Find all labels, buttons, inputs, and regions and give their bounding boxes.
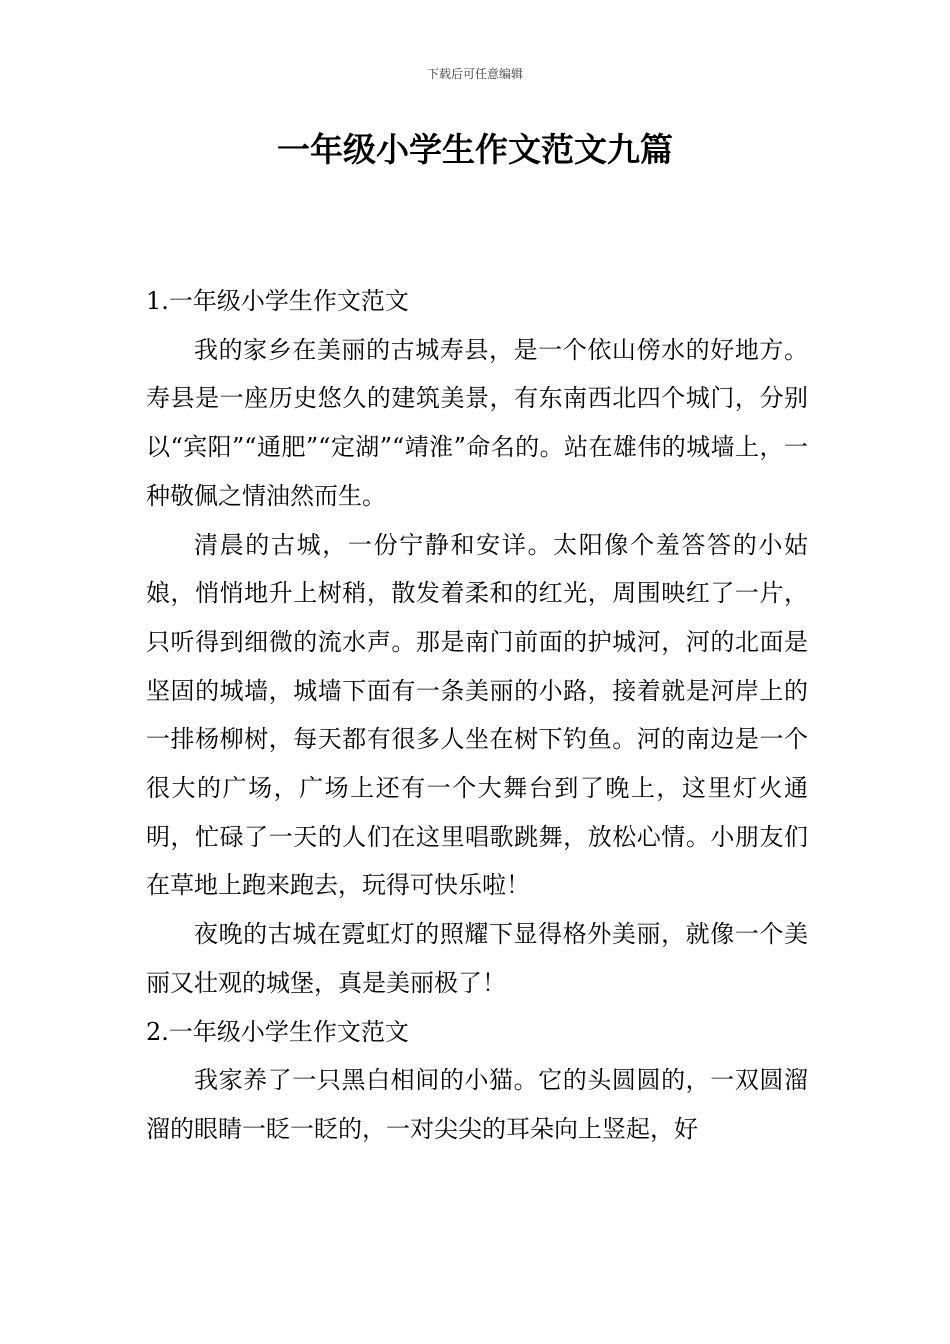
- paragraph: 我家养了一只黑白相间的小猫。它的头圆圆的，一双圆溜溜的眼睛一眨一眨的，一对尖尖的耳朵向上竖起，好: [146, 1066, 808, 1143]
- document-body: [146, 277, 808, 1154]
- paragraph: 我的家乡在美丽的古城寿县，是一个依山傍水的好地方。寿县是一座历史悠久的建筑美景，有东南西北四个城门，分别以“宾阳”“通肥”“定湖”“靖淮”命名的。站在雄伟的城墙上，一种敬佩之情油然而生。: [146, 335, 808, 510]
- section-heading-1: 1.一年级小学生作文范文: [146, 287, 409, 315]
- section-heading-2: 2.一年级小学生作文范文: [146, 1017, 409, 1046]
- page-title: 一年级小学生作文范文九篇: [277, 130, 673, 169]
- paragraph: 清晨的古城，一份宁静和安详。太阳像个羞答答的小姑娘，悄悄地升上树稍，散发着柔和的红光，周围映红了一片，只听得到细微的流水声。那是南门前面的护城河，河的北面是坚固的城墙，城墙下面有一条美丽的小路，接着就是河岸上的一排杨柳树，每天都有很多人坐在树下钓鱼。河的南边是一个很大的广场，广场上还有一个大舞台到了晚上，这里灯火通明，忙碌了一天的人们在这里唱歌跳舞，放松心情。小朋友们在草地上跑来跑去，玩得可快乐啦！: [146, 530, 808, 900]
- header-note: 下载后可任意编辑: [426, 67, 523, 81]
- paragraph: 夜晚的古城在霓虹灯的照耀下显得格外美丽，就像一个美丽又壮观的城堡，真是美丽极了！: [146, 920, 808, 997]
